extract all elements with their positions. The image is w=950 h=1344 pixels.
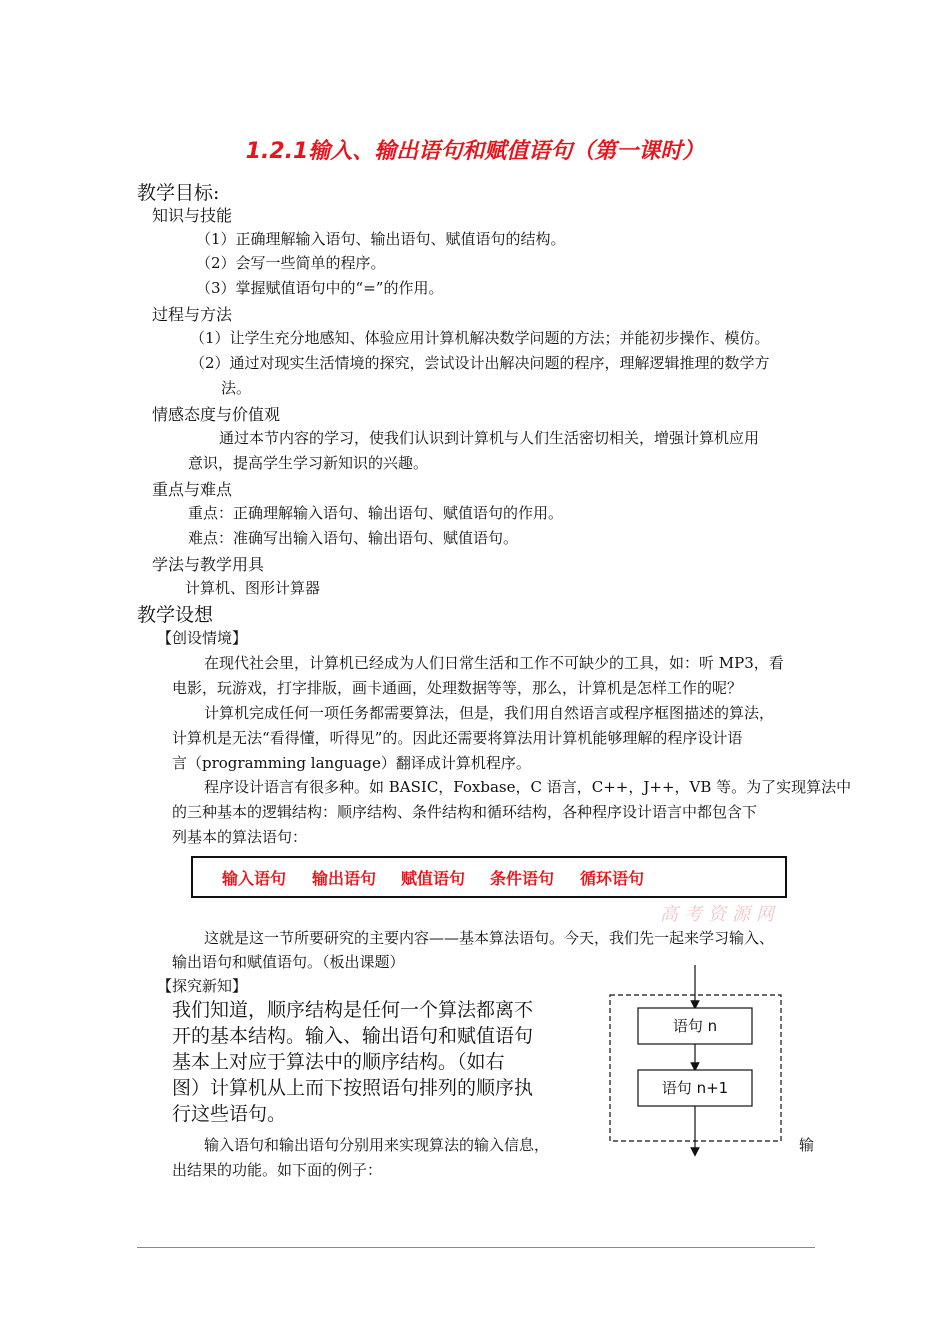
process-item-2: （2）通过对现实生活情境的探究，尝试设计出解决问题的程序，理解逻辑推理的数学方 — [190, 354, 770, 372]
para5-line-2: 出结果的功能。如下面的例子： — [172, 1161, 383, 1179]
big-para-line-2: 开的基本结构。输入、输出语句和赋值语句 — [172, 1025, 534, 1047]
big-para-line-3: 基本上对应于算法中的顺序结构。（如右 — [172, 1051, 505, 1073]
para3-line-1: 程序设计语言有很多种。如 BASIC，Foxbase，C 语言，C++，J++，VB 等。为了实现算法中 — [204, 778, 852, 796]
flow-box-1-label: 语句 n — [672, 1017, 718, 1035]
footer-rule — [137, 1247, 815, 1248]
watermark: 高考资源网 — [660, 904, 780, 925]
para3-line-2: 的三种基本的逻辑结构：顺序结构、条件结构和循环结构，各种程序设计语言中都包含下 — [172, 803, 758, 821]
scenario-label: 【创设情境】 — [157, 629, 248, 647]
emotion-heading: 情感态度与价值观 — [152, 405, 281, 424]
tools-heading: 学法与教学用具 — [152, 555, 265, 574]
statement-loop: 循环语句 — [580, 869, 645, 888]
para2-line-3: 言（programming language）翻译成计算机程序。 — [172, 754, 531, 772]
knowledge-heading: 知识与技能 — [152, 206, 233, 225]
key-heading: 重点与难点 — [152, 480, 233, 499]
sequence-flow-diagram — [600, 960, 800, 1160]
knowledge-item-3: （3）掌握赋值语句中的“=”的作用。 — [196, 279, 444, 297]
big-para-line-4: 图）计算机从上而下按照语句排列的顺序执 — [172, 1077, 534, 1099]
page-title: 1.2.1输入、输出语句和赋值语句（第一课时） — [245, 139, 705, 164]
para1-line-1: 在现代社会里，计算机已经成为人们日常生活和工作不可缺少的工具，如：听 MP3，看 — [204, 654, 784, 672]
knowledge-item-2: （2）会写一些简单的程序。 — [196, 254, 386, 272]
statement-assign: 赋值语句 — [401, 869, 466, 888]
explore-label: 【探究新知】 — [157, 977, 248, 995]
tools-text: 计算机、图形计算器 — [185, 579, 321, 597]
para2-line-1: 计算机完成任何一项任务都需要算法，但是，我们用自然语言或程序框图描述的算法， — [204, 704, 775, 722]
para5-tail: 输 — [799, 1136, 815, 1154]
big-para-line-5: 行这些语句。 — [172, 1103, 287, 1125]
objectives-heading: 教学目标: — [137, 182, 220, 204]
design-heading: 教学设想 — [137, 604, 214, 626]
statements-box — [191, 856, 787, 898]
emotion-line-1: 通过本节内容的学习，使我们认识到计算机与人们生活密切相关，增强计算机应用 — [219, 429, 760, 447]
emotion-line-2: 意识，提高学生学习新知识的兴趣。 — [188, 454, 429, 472]
process-item-1: （1）让学生充分地感知、体验应用计算机解决数学问题的方法；并能初步操作、模仿。 — [190, 329, 770, 347]
statement-condition: 条件语句 — [490, 869, 555, 888]
statement-output: 输出语句 — [312, 869, 377, 888]
para5-line-1: 输入语句和输出语句分别用来实现算法的输入信息， — [204, 1136, 550, 1154]
para3-line-3: 列基本的算法语句： — [172, 828, 308, 846]
key-point: 重点：正确理解输入语句、输出语句、赋值语句的作用。 — [188, 504, 564, 522]
flow-box-2-label: 语句 n+1 — [661, 1079, 729, 1097]
para4-line-2: 输出语句和赋值语句。（板出课题） — [172, 953, 405, 971]
process-heading: 过程与方法 — [152, 305, 233, 324]
process-item-2-cont: 法。 — [221, 379, 252, 397]
para1-line-2: 电影，玩游戏，打字排版，画卡通画，处理数据等等，那么，计算机是怎样工作的呢？ — [172, 679, 743, 697]
knowledge-item-1: （1）正确理解输入语句、输出语句、赋值语句的结构。 — [196, 230, 566, 248]
statement-input: 输入语句 — [222, 869, 287, 888]
para4-line-1: 这就是这一节所要研究的主要内容——基本算法语句。今天，我们先一起来学习输入、 — [204, 929, 775, 947]
big-para-line-1: 我们知道，顺序结构是任何一个算法都离不 — [172, 999, 534, 1021]
para2-line-2: 计算机是无法“看得懂，听得见”的。因此还需要将算法用计算机能够理解的程序设计语 — [172, 729, 743, 747]
key-difficulty: 难点：准确写出输入语句、输出语句、赋值语句。 — [188, 529, 519, 547]
